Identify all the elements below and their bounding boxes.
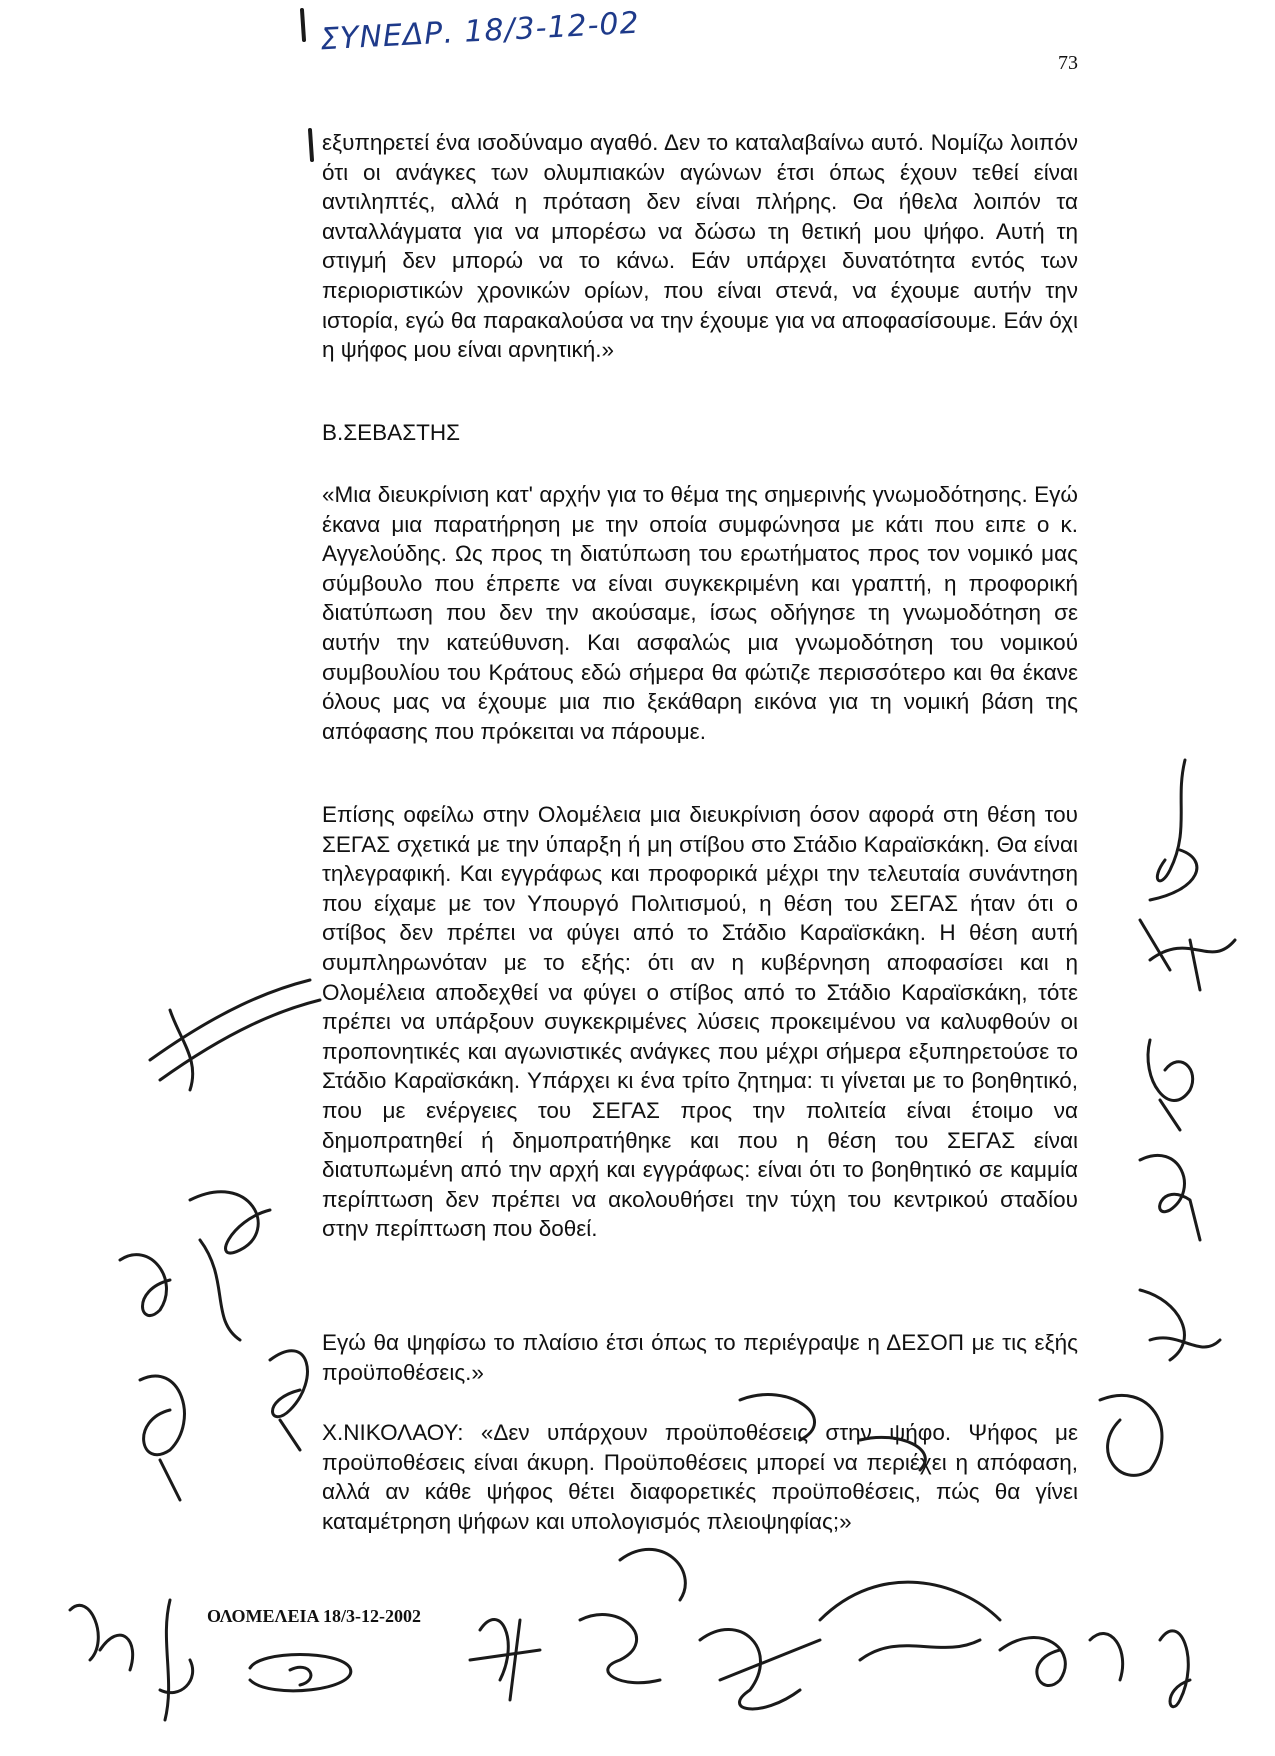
- footer-seal-icon: [250, 1655, 351, 1691]
- signature-left-6-icon: [70, 1605, 133, 1670]
- signature-left-4-icon: [140, 1376, 184, 1500]
- signature-bottom-3-icon: [700, 1630, 820, 1709]
- signature-bottom-2-icon: [580, 1615, 660, 1683]
- signature-right-6-icon: [1100, 1395, 1162, 1475]
- paragraph-4: Εγώ θα ψηφίσω το πλαίσιο έτσι όπως το περιέγραψε η ΔΕΣΟΠ με τις εξής προϋποθέσεις.»: [322, 1330, 1078, 1385]
- signature-left-3-icon: [120, 1255, 170, 1316]
- paragraph-2: «Μια διευκρίνιση κατ' αρχήν για το θέμα της σημερινής γνωμοδότησης. Εγώ έκανα μια παρατήρηση με την οποία συμφώνησα με κάτι που ειπε ο κ. Αγγελούδης. Ως προς τη διατύπωση του ερωτήματος προς τον νομικό μας σύμβουλο που έπρεπε να είναι συγκεκριμένη και γραπτή, η προφορική διατύπωση που δεν την ακούσαμε, ίσως οδήγησε τη γνωμοδότηση σε αυτήν την κατεύθυνση. Και ασφαλώς μια γνωμοδότηση του νομικού συμβουλίου του Κράτους εδώ σήμερα θα φώτιζε περισσότερο και θα έκανε όλους μας να έχουμε μια πιο ξεκάθαρη εικόνα για τη νομική βάση της απόφασης που πρόκειται να πάρουμε.: [322, 482, 1078, 744]
- signature-bottom-1-icon: [470, 1620, 540, 1700]
- paragraph-3: Επίσης οφείλω στην Ολομέλεια μια διευκρίνιση όσον αφορά στη θέση του ΣΕΓΑΣ σχετικά με την ύπαρξη ή μη στίβου στο Στάδιο Καραϊσκάκη. Θα είναι τηλεγραφική. Και εγγράφως και προφορικά μέχρι την τελευταία συνάντηση που είχαμε με τον Υπουργό Πολιτισμού, η θέση του ΣΕΓΑΣ ήταν ότι ο στίβος δεν πρέπει να φύγει από το Στάδιο Καραϊσκάκη. Η θέση αυτή συμπληρωνόταν με το εξής: ότι αν η κυβέρνηση αποφασίσει και η Ολομέλεια αποδεχθεί να φύγει ο στίβος από το Στάδιο Καραϊσκάκη, τότε πρέπει να υπάρξουν συγκεκριμένες λύσεις προκειμένου να καλυφθούν οι προπονητικές και αγωνιστικές ανάγκες που μέχρι σήμερα εξυπηρετούσε το Στάδιο Καραϊσκάκη. Υπάρχει κι ένα τρίτο ζητημα: τι γίνεται με το βοηθητικό, που με ενέργειες του ΣΕΓΑΣ προς την πολιτεία είναι έτοιμο να δημοπρατηθεί ή δημοπρατήθηκε και που η θέση του ΣΕΓΑΣ είναι διατυπωμένη από την αρχή και εγγράφως: είναι ότι το βοηθητικό σε καμμία περίπτωση δεν πρέπει να ακολουθήσει την τύχη του κεντρικού σταδίου στην περίπτωση που δοθεί.: [322, 802, 1078, 1242]
- paragraph-5: Χ.ΝΙΚΟΛΑΟΥ: «Δεν υπάρχουν προϋποθέσεις στην ψήφο. Ψήφος με προϋποθέσεις είναι άκυρη. Προϋποθέσεις μπορεί να περιέχει η απόφαση, αλλά αν κάθε ψήφος θέτει διαφορετικές προϋποθέσεις, πώς θα γίνει καταμέτρηση ψήφων και υπολογισμός πλειοψηφίας;»: [322, 1420, 1078, 1534]
- speaker-sevastis: Β.ΣΕΒΑΣΤΗΣ: [322, 420, 460, 445]
- signature-bottom-5-icon: [1000, 1634, 1123, 1686]
- signature-right-4-icon: [1140, 1155, 1200, 1240]
- signature-right-3-icon: [1148, 1040, 1193, 1130]
- page-number: 73: [1058, 52, 1078, 74]
- handwritten-session-note: ΣΥΝΕΔΡ. 18/3-12-02: [319, 5, 641, 58]
- signature-left-7-icon: [160, 1600, 193, 1720]
- footer-caption: ΟΛΟΜΕΛΕΙΑ 18/3-12-2002: [207, 1606, 421, 1626]
- signature-left-1-icon: [150, 980, 320, 1090]
- signature-left-2-icon: [190, 1192, 270, 1340]
- signature-overlap-icon: [620, 1395, 925, 1600]
- signature-right-1-icon: [1150, 760, 1197, 900]
- signature-right-5-icon: [1140, 1290, 1220, 1360]
- binding-mark-icon: [302, 10, 312, 160]
- signature-bottom-4-icon: [820, 1582, 1000, 1660]
- signature-bottom-6-icon: [1160, 1631, 1190, 1707]
- paragraph-1: εξυπηρετεί ένα ισοδύναμο αγαθό. Δεν το καταλαβαίνω αυτό. Νομίζω λοιπόν ότι οι ανάγκες των ολυμπιακών αγώνων έτσι όπως έχουν τεθεί είναι αντιληπτές, αλλά η πρόταση δεν είναι πλήρης. Θα ήθελα λοιπόν τα ανταλλάγματα για να μπορέσω να δώσω τη θετική μου ψήφο. Αυτή τη στιγμή δεν μπορώ να το κάνω. Εάν υπάρχει δυνατότητα εντός των περιοριστικών χρονικών ορίων, που είναι στενά, να έχουμε αυτήν την ιστορία, εγώ θα παρακαλούσα να την έχουμε για να αποφασίσουμε. Εάν όχι η ψήφος μου είναι αρνητική.»: [322, 130, 1078, 363]
- signature-left-5-icon: [270, 1351, 307, 1450]
- signature-right-2-icon: [1140, 920, 1235, 990]
